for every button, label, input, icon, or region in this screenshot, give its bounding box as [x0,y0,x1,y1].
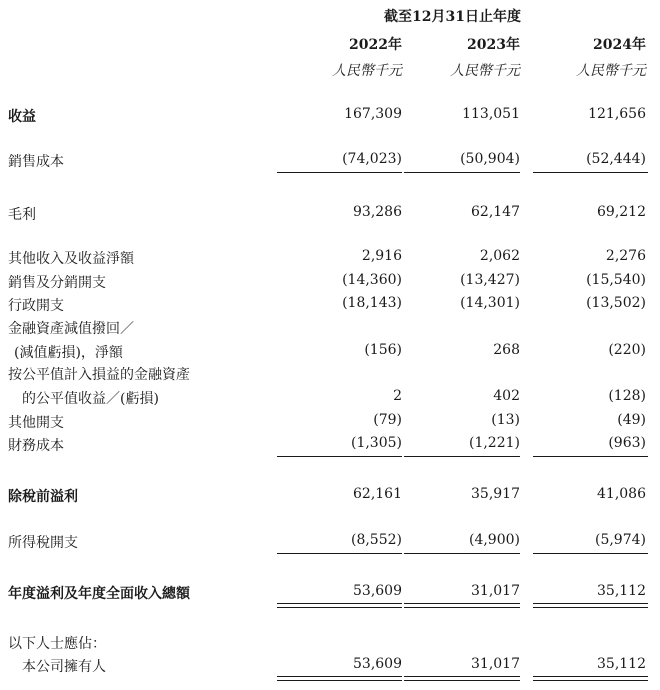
row-value: 402 [493,388,520,404]
total-double-rule [277,676,402,677]
row-label-attributable: 以下人士應佔： [8,636,106,652]
row-value: (1,305) [350,435,402,451]
row-value: (13,502) [586,295,646,311]
row-value: 113,051 [462,106,520,122]
row-label-finance-costs: 財務成本 [8,438,64,454]
subtotal-rule [277,456,402,457]
total-double-rule [533,603,648,604]
year-header-2022: 2022年 [349,37,402,53]
row-label-profit-for-year: 年度溢利及年度全面收入總額 [8,586,190,602]
row-value: (128) [608,388,646,404]
row-label-revenue: 收益 [8,109,36,125]
row-label-other-income: 其他收入及收益淨額 [8,251,134,267]
row-value: (15,540) [586,272,646,288]
row-label-fair-value-cont: 的公平值收益／(虧損) [22,391,159,407]
row-value: 41,086 [597,486,646,502]
row-value: (13) [491,412,520,428]
subtotal-rule [277,172,402,173]
row-value: (963) [608,435,646,451]
total-double-rule [404,603,520,604]
row-value: (18,143) [342,295,402,311]
row-value: 121,656 [588,106,646,122]
row-value: 35,917 [471,486,520,502]
row-label-fair-value: 按公平值計入損益的金融資產 [8,367,190,383]
total-double-rule [277,680,402,681]
year-header-2024: 2024年 [593,37,646,53]
row-value: 35,112 [597,656,646,672]
row-value: 31,017 [471,583,520,599]
row-value: (8,552) [350,532,402,548]
row-label-admin-expenses: 行政開支 [8,298,64,314]
row-value: 268 [493,342,520,358]
row-value: 2,916 [361,248,402,264]
row-value: 35,112 [597,583,646,599]
total-double-rule [404,676,520,677]
row-label-impairment-cont: (減值虧損)，淨額 [14,345,123,361]
row-value: (79) [373,412,402,428]
row-label-cost-of-sales: 銷售成本 [8,154,64,170]
row-value: (50,904) [460,151,520,167]
row-value: (13,427) [460,272,520,288]
subtotal-rule [533,456,648,457]
subtotal-rule [404,172,520,173]
row-value: (5,974) [594,532,646,548]
row-value: (49) [617,412,646,428]
total-double-rule [277,607,402,608]
row-value: 53,609 [353,583,402,599]
row-value: 2,276 [605,248,646,264]
row-value: 62,147 [471,204,520,220]
total-double-rule [277,603,402,604]
row-value: 62,161 [353,486,402,502]
row-value: (4,900) [468,532,520,548]
row-value: (52,444) [586,151,646,167]
unit-label-2023: 人民幣千元 [450,63,520,79]
total-double-rule [404,680,520,681]
row-value: 167,309 [344,106,402,122]
row-label-gross-profit: 毛利 [8,207,36,223]
row-value: 31,017 [471,656,520,672]
row-value: 2 [393,388,402,404]
unit-label-2024: 人民幣千元 [576,63,646,79]
period-header: 截至12月31日止年度 [384,9,521,25]
row-value: (1,221) [468,435,520,451]
row-label-other-expenses: 其他開支 [8,415,64,431]
row-value: (156) [364,342,402,358]
row-value: 2,062 [479,248,520,264]
row-label-profit-before-tax: 除稅前溢利 [8,489,78,505]
subtotal-rule [404,553,520,554]
total-double-rule [533,607,648,608]
total-double-rule [533,680,648,681]
year-header-2023: 2023年 [467,37,520,53]
row-label-income-tax: 所得稅開支 [8,535,78,551]
row-value: (74,023) [342,151,402,167]
total-double-rule [404,607,520,608]
subtotal-rule [533,553,648,554]
row-value: 53,609 [353,656,402,672]
row-label-impairment: 金融資產減值撥回／ [8,321,134,337]
row-value: 69,212 [597,204,646,220]
row-label-owners: 本公司擁有人 [22,659,106,675]
unit-label-2022: 人民幣千元 [332,63,402,79]
row-value: 93,286 [353,204,402,220]
row-value: (220) [608,342,646,358]
row-label-selling-expenses: 銷售及分銷開支 [8,275,106,291]
row-value: (14,360) [342,272,402,288]
subtotal-rule [277,553,402,554]
row-value: (14,301) [460,295,520,311]
subtotal-rule [533,172,648,173]
subtotal-rule [404,456,520,457]
total-double-rule [533,676,648,677]
